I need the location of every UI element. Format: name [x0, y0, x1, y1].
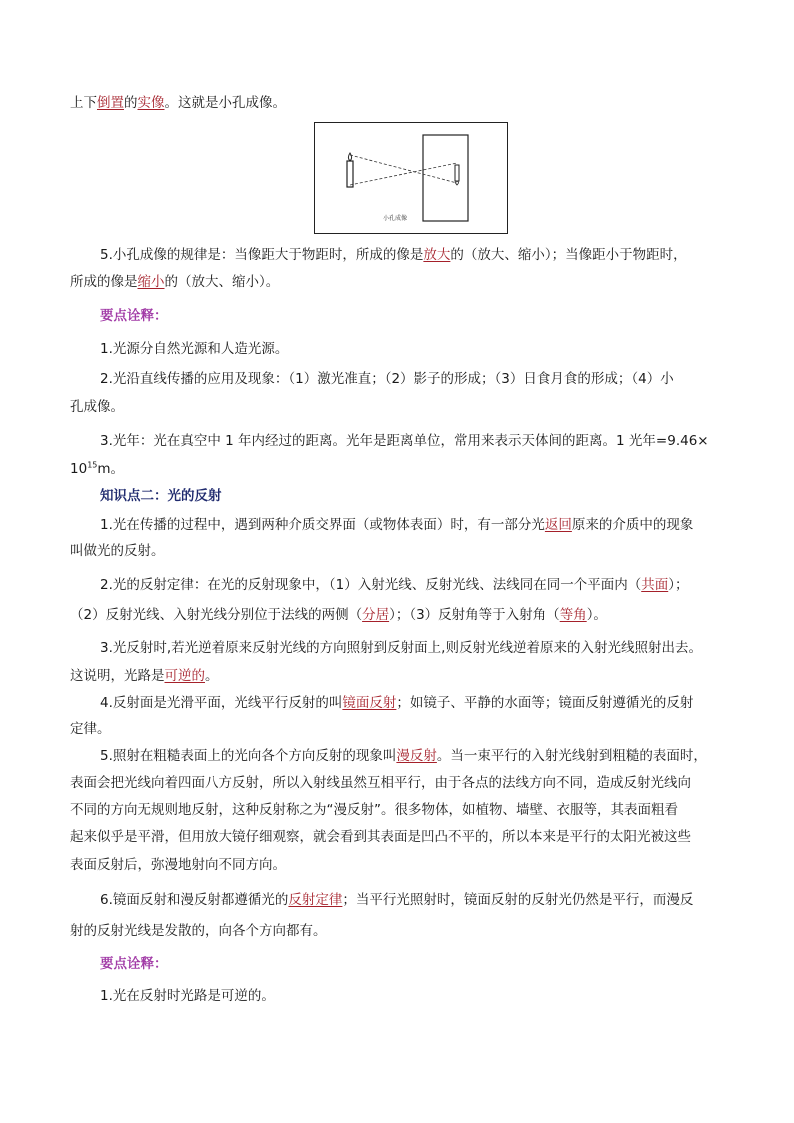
paragraph-line: 6.镜面反射和漫反射都遵循光的反射定律；当平行光照射时，镜面反射的反射光仍然是平行，而漫反: [100, 892, 694, 908]
underlined-answer: 缩小: [137, 274, 165, 290]
candle-body: [347, 161, 353, 187]
paragraph-line: 起来似乎是平滑，但用放大镜仔细观察，就会看到其表面是凹凸不平的，所以本来是平行的太阳光被这些: [70, 829, 691, 845]
paragraph-line: 所成的像是缩小的（放大、缩小）。: [70, 274, 280, 290]
paragraph-line: 2.光沿直线传播的应用及现象：（1）激光准直；（2）影子的形成；（3）日食月食的形成；（4）小: [100, 371, 674, 387]
paragraph-line: 1.光在传播的过程中，遇到两种介质交界面（或物体表面）时，有一部分光返回原来的介质中的现象: [100, 517, 694, 533]
paragraph-line: 4.反射面是光滑平面，光线平行反射的叫镜面反射；如镜子、平静的水面等；镜面反射遵循光的反射: [100, 695, 694, 711]
paragraph-line: （2）反射光线、入射光线分别位于法线的两侧（分居）；（3）反射角等于入射角（等角）。: [70, 607, 607, 623]
paragraph-line: 3.光反射时,若光逆着原来反射光线的方向照射到反射面上,则反射光线逆着原来的入射光线照射出去。: [100, 640, 702, 656]
underlined-answer: 漫反射: [396, 748, 437, 764]
underlined-answer: 实像: [137, 95, 165, 111]
ray-upper: [350, 155, 457, 183]
key-points-heading: 要点诠释：: [100, 956, 168, 972]
underlined-answer: 共面: [641, 577, 669, 593]
section-heading: 知识点二：光的反射: [100, 488, 222, 504]
paragraph-line: 3.光年：光在真空中 1 年内经过的距离。光年是距离单位，常用来表示天体间的距离。1 光年=9.46×: [100, 433, 709, 449]
paragraph-line: 5.照射在粗糙表面上的光向各个方向反射的现象叫漫反射。当一束平行的入射光线射到粗糙的表面时，: [100, 748, 707, 764]
paragraph-line: $10^{15}m$。: [70, 460, 125, 477]
paragraph-line: 这说明，光路是可逆的。: [70, 668, 219, 684]
paragraph-line: 不同的方向无规则地反射，这种反射称之为“漫反射”。很多物体，如植物、墙壁、衣服等，其表面粗看: [70, 802, 678, 818]
inverted-image: [455, 165, 459, 181]
underlined-answer: 倒置: [97, 95, 124, 111]
paragraph-line: 表面反射后，弥漫地射向不同方向。: [70, 857, 286, 873]
paragraph-line: 叫做光的反射。: [70, 543, 165, 559]
paragraph-line: 2.光的反射定律：在光的反射现象中，（1）入射光线、反射光线、法线同在同一个平面内（共面）；: [100, 577, 689, 593]
paragraph-line: 射的反射光线是发散的，向各个方向都有。: [70, 923, 327, 939]
paragraph-line: 上下倒置的实像。这就是小孔成像。: [70, 95, 286, 111]
paragraph-line: 表面会把光线向着四面八方反射，所以入射线虽然互相平行，由于各点的法线方向不同，造成反射光线向: [70, 775, 691, 791]
pinhole-imaging-figure: [314, 122, 508, 234]
paragraph-line: 1.光在反射时光路是可逆的。: [100, 988, 275, 1004]
key-points-heading: 要点诠释：: [100, 308, 168, 324]
underlined-answer: 返回: [544, 517, 572, 533]
underlined-answer: 镜面反射: [342, 695, 397, 711]
screen-plate: [423, 135, 468, 221]
paragraph-line: 孔成像。: [70, 399, 124, 415]
underlined-answer: 分居: [362, 607, 390, 623]
paragraph-line: 5.小孔成像的规律是：当像距大于物距时，所成的像是放大的（放大、缩小）；当像距小于物距时，: [100, 247, 687, 263]
paragraph-line: 1.光源分自然光源和人造光源。: [100, 341, 289, 357]
figure-caption: 小孔成像: [383, 215, 408, 222]
underlined-answer: 放大: [423, 247, 451, 263]
underlined-answer: 等角: [559, 607, 587, 623]
paragraph-line: 定律。: [70, 721, 111, 737]
underlined-answer: 反射定律: [288, 892, 343, 908]
pinhole-diagram: [315, 123, 507, 233]
ray-lower: [350, 163, 457, 185]
candle-flame: [349, 153, 352, 161]
underlined-answer: 可逆的: [164, 668, 205, 684]
